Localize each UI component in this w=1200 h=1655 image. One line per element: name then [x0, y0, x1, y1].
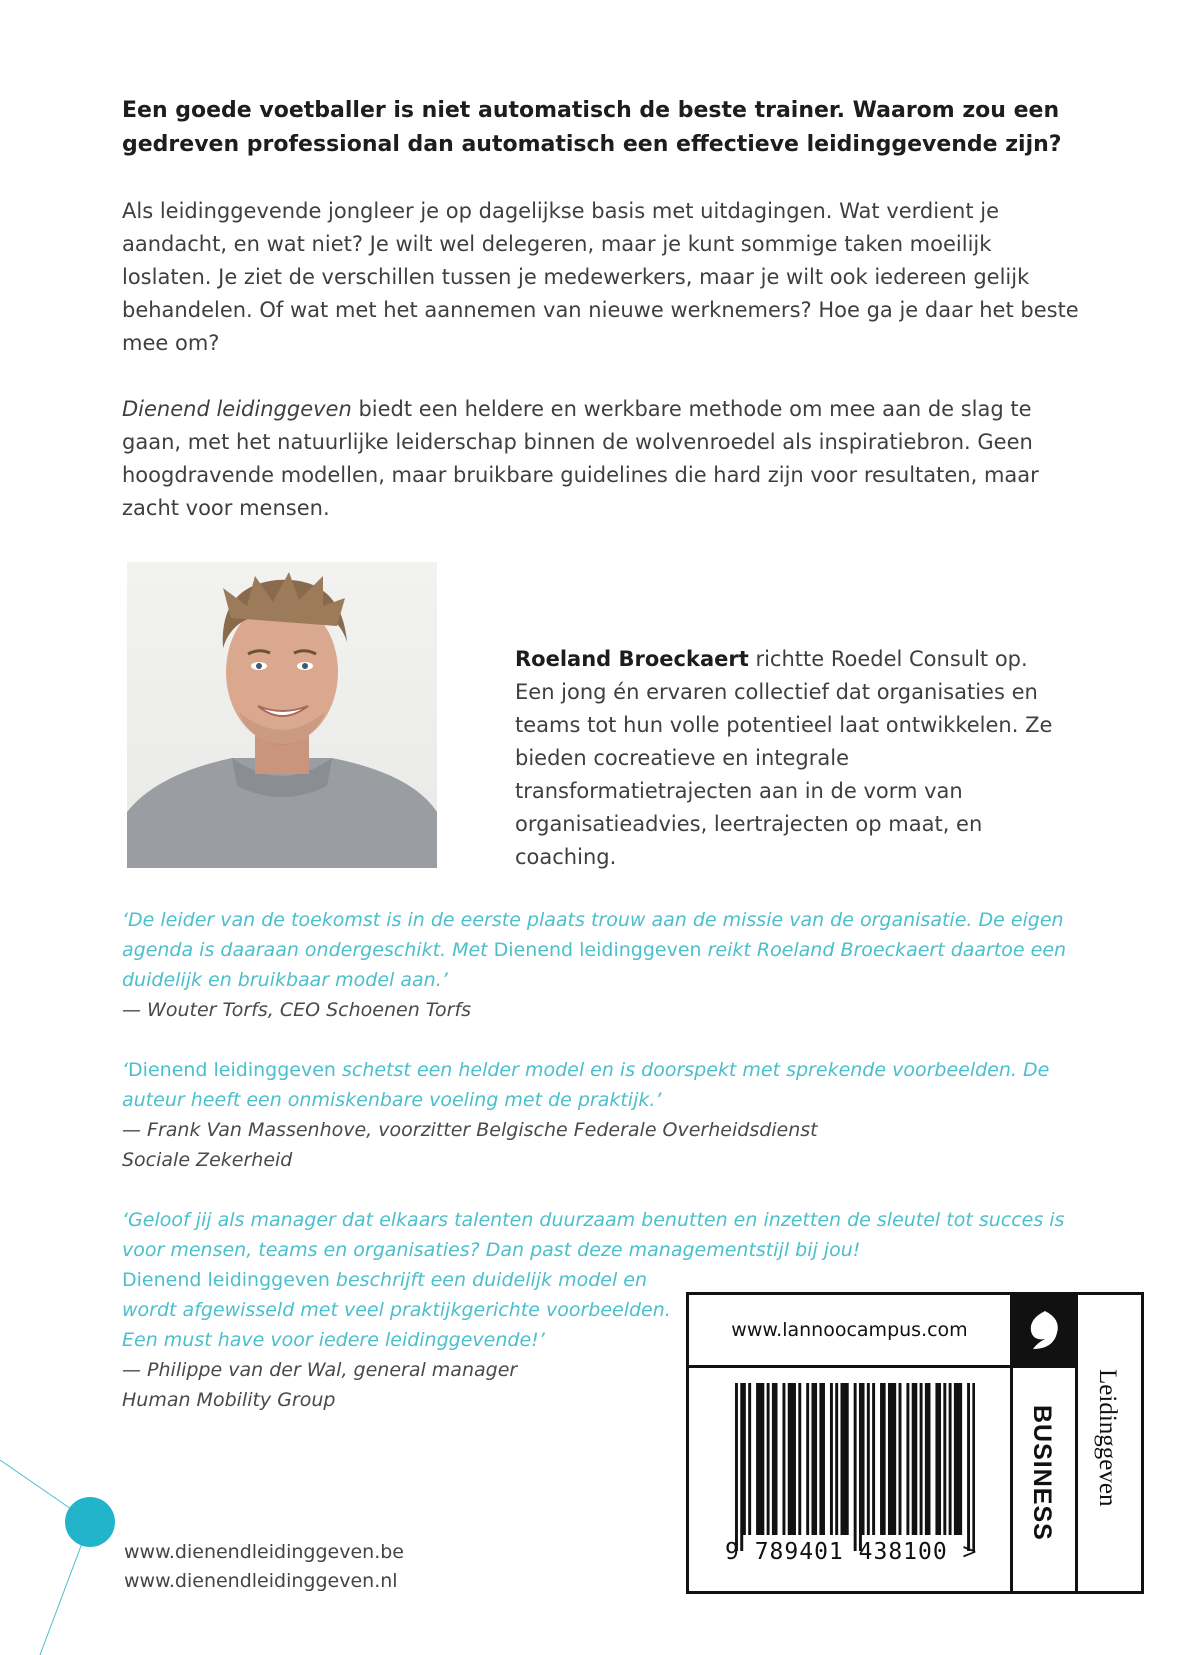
method-paragraph-text: biedt een heldere en werkbare methode om mee aan de slag te gaan, met het natuurlijke leiderschap binnen de wolvenroedel als inspiratiebron. Geen hoogdravende modellen, maar bruikbare guidelines die hard zijn voor resultaten, maar zacht voor mensen. — [122, 397, 1039, 520]
barcode-bar — [912, 1383, 915, 1535]
barcode-bar — [935, 1383, 938, 1535]
barcode-bar — [793, 1383, 796, 1535]
barcode-bar — [959, 1383, 962, 1535]
quote-book-title: Dienend leidinggeven — [122, 1269, 330, 1291]
barcode-bar — [806, 1383, 809, 1535]
barcode-bar — [822, 1383, 825, 1535]
barcode-bar — [914, 1383, 917, 1535]
barcode-bar — [906, 1383, 909, 1535]
barcode-bar — [761, 1383, 764, 1535]
barcode-bar — [775, 1383, 778, 1535]
method-paragraph — [122, 393, 1082, 525]
divider — [1010, 1365, 1013, 1591]
barcode-bar — [954, 1383, 957, 1535]
publisher-url[interactable]: www.lannoocampus.com — [689, 1295, 1013, 1368]
quote-text: reikt Roeland Broeckaert daartoe een duidelijk en bruikbaar model aan.’ — [122, 939, 1067, 991]
barcode-bar — [843, 1383, 846, 1535]
quote-attribution: — Wouter Torfs, CEO Schoenen Torfs — [122, 999, 472, 1021]
publisher-logo-icon — [1013, 1295, 1075, 1368]
quote-attribution: Human Mobility Group — [122, 1389, 336, 1411]
barcode-bar — [846, 1383, 849, 1535]
barcode-bar — [899, 1383, 902, 1535]
website-link-nl[interactable]: www.dienendleidinggeven.nl — [124, 1570, 398, 1592]
barcode-bar — [928, 1383, 931, 1535]
network-dot-decoration — [0, 1440, 130, 1655]
barcode-bar — [772, 1383, 775, 1535]
barcode-bar — [967, 1383, 970, 1551]
quote-van-massenhove — [122, 1055, 1102, 1175]
category-label: BUSINESS — [1028, 1405, 1056, 1541]
barcode-bar — [835, 1383, 838, 1535]
quote-book-title: Dienend leidinggeven — [493, 939, 702, 961]
barcode-bar — [759, 1383, 762, 1535]
website-link-be[interactable]: www.dienendleidinggeven.be — [124, 1541, 404, 1563]
barcode-bar — [814, 1383, 817, 1535]
barcode-bar — [943, 1383, 946, 1535]
author-name: Roeland Broeckaert — [515, 647, 749, 671]
barcode — [735, 1383, 975, 1551]
barcode-bar — [859, 1383, 862, 1551]
barcode-bar — [830, 1383, 833, 1535]
barcode-bar — [840, 1383, 843, 1535]
barcode-bar — [767, 1383, 770, 1535]
author-bio — [515, 643, 1055, 874]
barcode-bar — [790, 1383, 793, 1535]
quote-attribution: — Frank Van Massenhove, voorzitter Belgische Federale Overheidsdienst — [122, 1119, 818, 1141]
barcode-bar — [748, 1383, 751, 1535]
barcode-bar — [743, 1383, 746, 1535]
author-photo — [127, 562, 437, 868]
barcode-bar — [972, 1383, 975, 1551]
barcode-bar — [893, 1383, 896, 1535]
barcode-bar — [883, 1383, 886, 1535]
barcode-bar — [819, 1383, 822, 1535]
barcode-bar — [925, 1383, 928, 1535]
barcode-bar — [867, 1383, 870, 1535]
quote-text: beschrijft een duidelijk model en wordt afgewisseld met veel praktijkgerichte voorbeelden. Een must have voor iedere leidinggevende!’ — [122, 1269, 671, 1351]
barcode-bar — [880, 1383, 883, 1535]
quote-text: ‘De leider van de toekomst is in de eerste plaats trouw aan de missie van de organisatie. De eigen agenda is daaraan ondergeschikt. Met — [122, 909, 1064, 961]
barcode-bar — [949, 1383, 952, 1535]
barcode-box — [686, 1292, 1144, 1594]
divider — [1075, 1295, 1078, 1591]
barcode-bar — [888, 1383, 891, 1535]
barcode-bar — [862, 1383, 865, 1535]
barcode-bar — [798, 1383, 801, 1535]
isbn-number: 9 789401 438100 > — [725, 1539, 978, 1565]
barcode-bar — [920, 1383, 923, 1535]
intro-paragraph: Als leidinggevende jongleer je op dagelijkse basis met uitdagingen. Wat verdient je aandacht, en wat niet? Je wilt wel delegeren, maar je kunt sommige taken moeilijk loslaten. Je ziet de verschillen tussen je medewerkers, maar je wilt ook iedereen gelijk behandelen. Of wat met het aannemen van nieuwe werknemers? Hoe ga je daar het beste mee om? — [122, 199, 1079, 355]
book-title-inline: Dienend leidinggeven — [122, 397, 352, 421]
author-bio-text: richtte Roedel Consult op. Een jong én ervaren collectief dat organisaties en teams tot hun volle potentieel laat ontwikkelen. Ze bieden cocreatieve en integrale transformatietrajecten aan in de vorm van organisatieadvies, leertrajecten op maat, en coaching. — [515, 647, 1053, 869]
barcode-bar — [872, 1383, 875, 1535]
barcode-bar — [957, 1383, 960, 1535]
quote-text: schetst een helder model en is doorspekt met sprekende voorbeelden. De auteur heeft een onmiskenbare voeling met de praktijk.’ — [122, 1059, 1050, 1111]
barcode-bar — [938, 1383, 941, 1535]
barcode-bar — [891, 1383, 894, 1535]
quote-torfs — [122, 905, 1102, 1025]
quote-text: ‘ — [122, 1059, 129, 1081]
barcode-bar — [788, 1383, 791, 1535]
barcode-bar — [740, 1383, 743, 1551]
barcode-bar — [756, 1383, 759, 1535]
barcode-bar — [782, 1383, 785, 1535]
barcode-bar — [854, 1383, 857, 1551]
quote-text: ‘Geloof jij als manager dat elkaars talenten duurzaam benutten en inzetten de sleutel tot succes is voor mensen, teams en organisaties? Dan past deze managementstijl bij jou! — [122, 1209, 1065, 1261]
website-list — [124, 1538, 404, 1596]
lead-heading: Een goede voetballer is niet automatisch de beste trainer. Waarom zou een gedreven professional dan automatisch een effectieve leidinggevende zijn? — [122, 98, 1062, 157]
quote-attribution: — Philippe van der Wal, general manager — [122, 1359, 518, 1381]
quote-attribution: Sociale Zekerheid — [122, 1149, 293, 1171]
barcode-bar — [735, 1383, 738, 1551]
barcode-bar — [811, 1383, 814, 1535]
quote-book-title: Dienend leidinggeven — [128, 1059, 336, 1081]
subcategory-label: Leidinggeven — [1094, 1369, 1121, 1507]
